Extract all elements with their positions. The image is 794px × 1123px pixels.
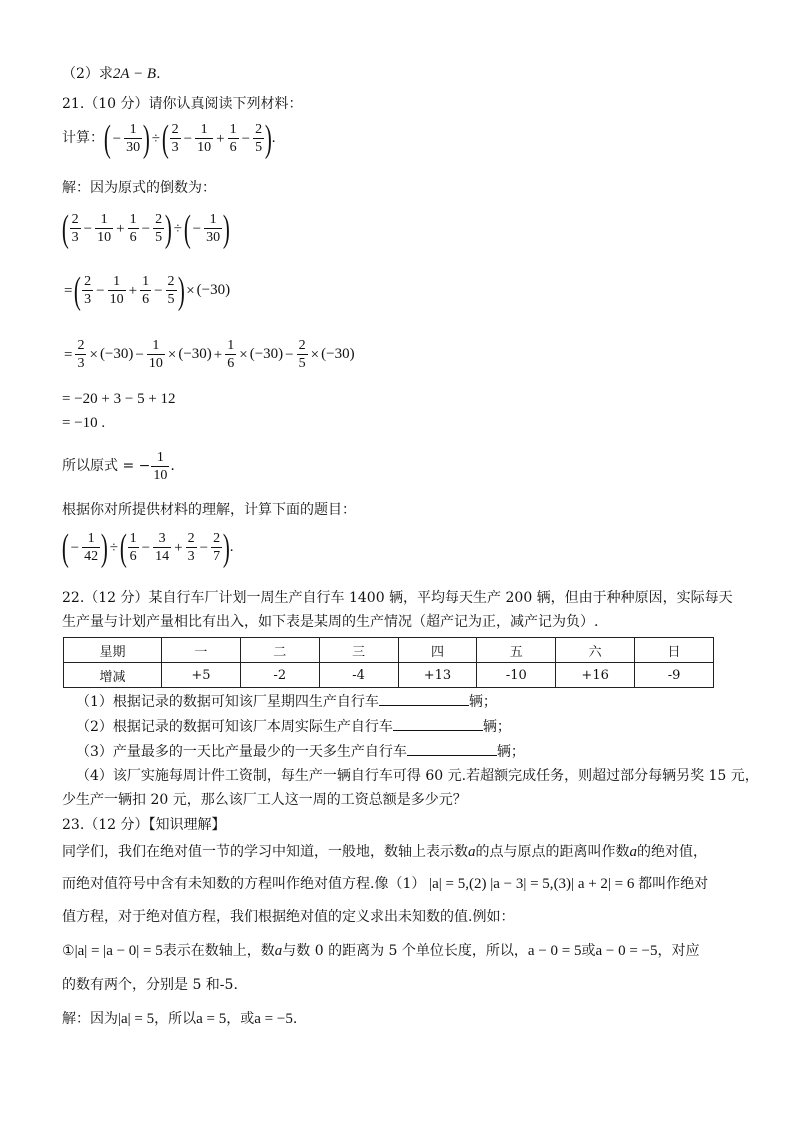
q23-paragraph-line2: 而绝对值符号中含有未知数的方程叫作绝对值方程.像（1） |a| = 5,(2) |a − 3| = 5,(3)| a + 2| = 6 都叫作绝对 [62, 876, 709, 892]
table-row [64, 638, 714, 663]
table-cell: +16 [556, 663, 635, 688]
q23-paragraph-line3: 值方程，对于绝对值方程，我们根据绝对值的定义求出未知数的值.例如： [62, 909, 515, 925]
table-cell: +13 [398, 663, 477, 688]
table-cell: -10 [477, 663, 556, 688]
q23-example1-line2: 的数有两个，分别是 5 和-5. [62, 977, 238, 993]
table-cell: 日 [635, 638, 714, 663]
q23-heading: 23.（12 分）【知识理解】 [62, 817, 226, 833]
q23-paragraph-line1: 同学们，我们在绝对值一节的学习中知道，一般地，数轴上表示数a的点与原点的距离叫作数a的绝对值， [62, 844, 707, 860]
q21-task-expression: ( − $\frac{1}{42}$ ) ÷( $\frac{1}{6}$ − $\frac{3}{14}$ + $\frac{2}{3}$ − $\frac{2}{7}$ ). [61, 526, 234, 569]
table-cell: 三 [319, 638, 398, 663]
q22-sub3: （3）产量最多的一天比产量最少的一天多生产自行车 辆； [76, 741, 525, 762]
table-cell: 五 [477, 638, 556, 663]
q23-solution: 解：因为|a| = 5，所以a = 5，或a = −5. [62, 1011, 298, 1027]
q20-expression: 2A − B [112, 66, 157, 82]
table-cell: -2 [240, 663, 319, 688]
q21-solution-intro: 解：因为原式的倒数为： [62, 180, 216, 196]
answer-blank-3[interactable] [407, 741, 497, 756]
q22-sub4-line2: 少生产一辆扣 20 元，那么该厂工人这一周的工资总额是多少元？ [62, 792, 467, 808]
q22-heading-line2: 生产量与计划产量相比有出入，如下表是某周的生产情况（超产记为正，减产记为负）. [62, 614, 599, 630]
q21-step-result: = −10 . [62, 415, 106, 431]
q21-task: 根据你对所提供材料的理解，计算下面的题目： [62, 502, 356, 518]
table-cell: 四 [398, 638, 477, 663]
q21-step-distribute: = $\frac{2}{3}$ × (−30) − $\frac{1}{10}$ × (−30) + $\frac{1}{6}$ × (−30) − $\frac{2}{5}$ × (−30) [64, 338, 355, 372]
q20-part2: （2）求2A − B. [62, 66, 161, 82]
table-cell: -4 [319, 663, 398, 688]
q23-example1: ①|a| = |a − 0| = 5表示在数轴上，数a与数 0 的距离为 5 个单位长度，所以，a − 0 = 5或a − 0 = −5，对应 [62, 943, 700, 959]
q21-heading: 21.（10 分）请你认真阅读下列材料： [62, 96, 303, 112]
q21-step-multiply: =( $\frac{2}{3}$ − $\frac{1}{10}$ + $\frac{1}{6}$ − $\frac{2}{5}$ ) × (−30) [64, 269, 231, 312]
table-cell: 星期 [64, 638, 162, 663]
q21-step-sum: = −20 + 3 − 5 + 12 [62, 391, 176, 407]
q22-heading-line1: 22.（12 分）某自行车厂计划一周生产自行车 1400 辆，平均每天生产 200 辆，但由于种种原因，实际每天 [62, 590, 733, 606]
table-cell: 二 [240, 638, 319, 663]
table-cell: -9 [635, 663, 714, 688]
q22-sub2: （2）根据记录的数据可知该厂本周实际生产自行车 辆； [76, 716, 511, 737]
table-cell: 增减 [64, 663, 162, 688]
q22-sub4-line1: （4）该厂实施每周计件工资制，每生产一辆自行车可得 60 元.若超额完成任务，则超过部分每辆另奖 15 元， [76, 768, 759, 784]
table-cell: 一 [162, 638, 241, 663]
answer-blank-2[interactable] [393, 716, 483, 731]
q21-conclusion: 所以原式 = − $\frac{1}{10}$ . [62, 449, 175, 483]
table-row [64, 663, 714, 688]
answer-blank-1[interactable] [379, 691, 469, 706]
production-table [63, 637, 714, 688]
q21-calc-expression: 计算：( − $\frac{1}{30}$ ) ÷( $\frac{2}{3}$ − $\frac{1}{10}$ + $\frac{1}{6}$ − $\frac{2}{5}$ ). [62, 117, 276, 160]
q22-sub1: （1）根据记录的数据可知该厂星期四生产自行车 辆； [76, 691, 497, 712]
q21-reciprocal-expression: ( $\frac{2}{3}$ − $\frac{1}{10}$ + $\frac{1}{6}$ − $\frac{2}{5}$ ) ÷( − $\frac{1}{30}$ ) [61, 207, 230, 250]
table-cell: 六 [556, 638, 635, 663]
table-cell: +5 [162, 663, 241, 688]
